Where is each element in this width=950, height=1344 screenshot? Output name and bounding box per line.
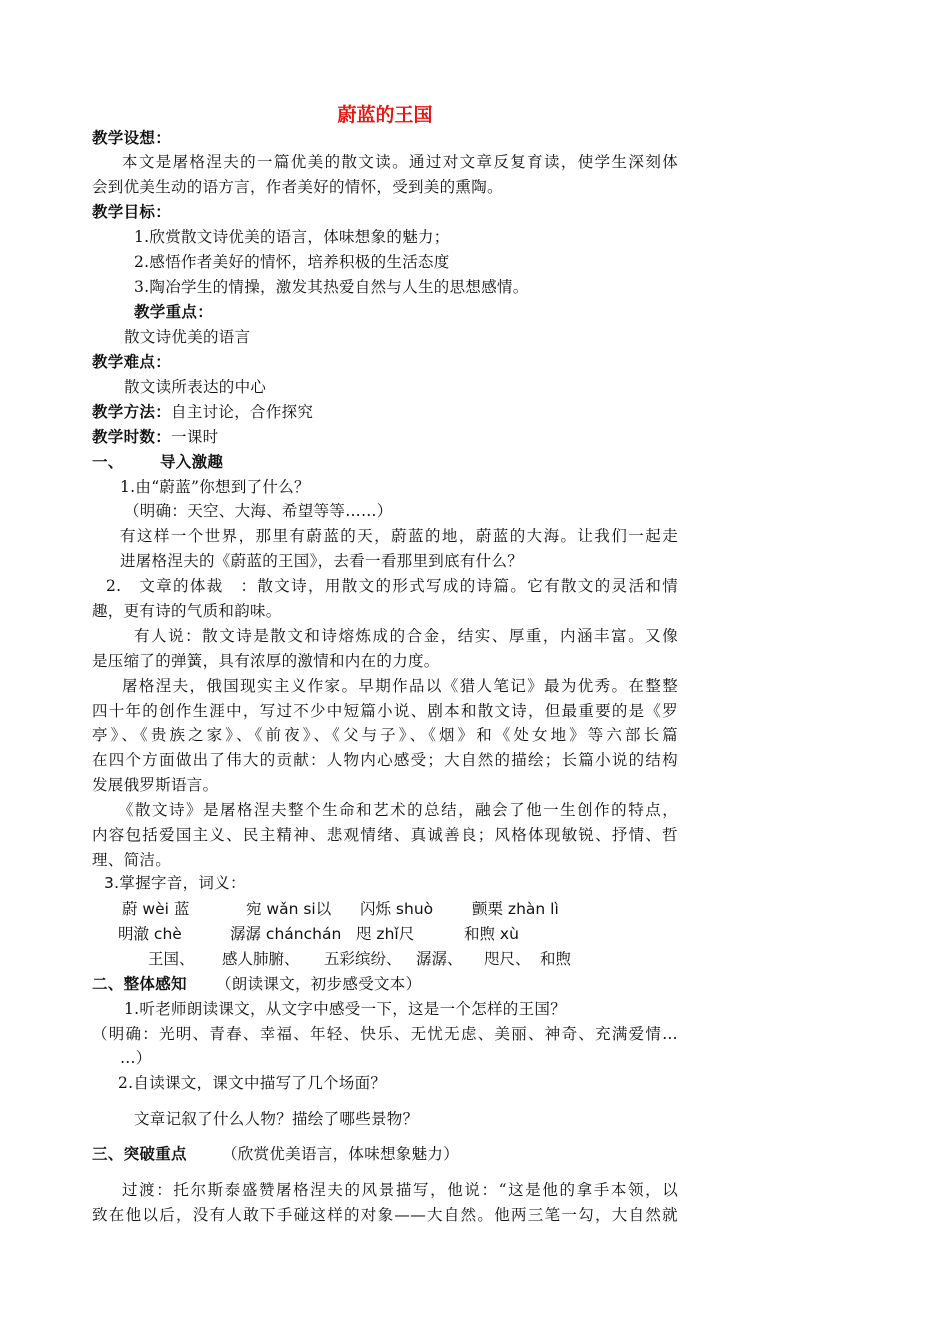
word-item: 咫尺、 bbox=[484, 950, 531, 968]
pron-item: 和煦 xù bbox=[464, 925, 519, 943]
section1-saying-line-1: 有人说：散文诗是散文和诗熔炼成的合金，结实、厚重，内涵丰富。又像 bbox=[134, 627, 678, 645]
difficulty-text: 散文读所表达的中心 bbox=[124, 378, 267, 396]
word-item: 感人肺腑、 bbox=[222, 950, 300, 968]
word-item: 潺潺、 bbox=[416, 950, 463, 968]
pron-item: 宛 wǎn si以 bbox=[246, 900, 332, 918]
prose-line-3: 理、简洁。 bbox=[92, 851, 172, 869]
word-item: 王国、 bbox=[148, 950, 195, 968]
section3-heading: 三、突破重点 bbox=[92, 1145, 187, 1163]
section1-question-1: 1.由“蔚蓝”你想到了什么？ bbox=[120, 478, 310, 496]
author-line-2: 四十年的创作生涯中，写过不少中短篇小说、剧本和散文诗，但最重要的是《罗 bbox=[92, 702, 678, 720]
section2-question-3: 文章记叙了什么人物？描绘了哪些景物？ bbox=[134, 1110, 419, 1128]
focus-heading: 教学重点： bbox=[134, 303, 214, 321]
goal-item-1: 1.欣赏散文诗优美的语言，体味想象的魅力； bbox=[134, 228, 450, 246]
pron-item: 颤栗 zhàn lì bbox=[472, 900, 559, 918]
section1-intro-line-2: 进屠格涅夫的《蔚蓝的王国》，去看一看那里到底有什么？ bbox=[120, 552, 524, 570]
section1-saying-line-2: 是压缩了的弹簧，具有浓厚的激情和内在的力度。 bbox=[92, 652, 440, 670]
section1-number: 一、 bbox=[92, 453, 124, 471]
design-line-2: 会到优美生动的语方言，作者美好的情怀，受到美的熏陶。 bbox=[92, 178, 503, 196]
hours-heading: 教学时数： bbox=[92, 428, 172, 446]
word-item: 五彩缤纷、 bbox=[324, 950, 402, 968]
prose-line-1: 《散文诗》是屠格涅夫整个生命和艺术的总结，融会了他一生创作的特点， bbox=[118, 801, 678, 819]
vocab-heading: 3.掌握字音，词义： bbox=[104, 874, 246, 892]
author-line-3: 亭》、《贵族之家》、《前夜》、《父与子》、《烟》和《处女地》等六部长篇 bbox=[92, 726, 678, 744]
section2-question-2: 2.自读课文，课文中描写了几个场面？ bbox=[118, 1074, 387, 1092]
design-heading: 教学设想： bbox=[92, 129, 172, 147]
pron-item: 咫 zhǐ尺 bbox=[356, 925, 415, 943]
author-line-4: 在四个方面做出了伟大的贡献：人物内心感受；大自然的描绘；长篇小说的结构 bbox=[92, 751, 678, 769]
document-title: 蔚蓝的王国 bbox=[337, 104, 433, 126]
method-heading: 教学方法： bbox=[92, 403, 172, 421]
difficulty-heading: 教学难点： bbox=[92, 353, 172, 371]
section3-line-1: 过渡：托尔斯泰盛赞屠格涅夫的风景描写，他说：“这是他的拿手本领，以 bbox=[122, 1181, 678, 1199]
goal-item-3: 3.陶冶学生的情操，激发其热爱自然与人生的思想感情。 bbox=[134, 278, 529, 296]
section3-note: （欣赏优美语言，体味想象魅力） bbox=[222, 1145, 460, 1163]
pron-item: 潺潺 chánchán bbox=[230, 925, 342, 943]
pron-item: 明澈 chè bbox=[118, 925, 182, 943]
method-line bbox=[92, 402, 313, 422]
section1-answer-1: （明确：天空、大海、希望等等……） bbox=[124, 502, 393, 520]
goal-item-2: 2.感悟作者美好的情怀，培养积极的生活态度 bbox=[134, 253, 450, 271]
focus-text: 散文诗优美的语言 bbox=[124, 328, 251, 346]
author-line-5: 发展俄罗斯语言。 bbox=[92, 776, 219, 794]
section1-heading: 导入激趣 bbox=[160, 453, 224, 471]
section3-line-2: 致在他以后，没有人敢下手碰这样的对象——大自然。他两三笔一勾，大自然就 bbox=[92, 1206, 678, 1224]
section2-question-1: 1.听老师朗读课文，从文字中感受一下，这是一个怎样的王国？ bbox=[124, 1000, 566, 1018]
pron-item: 蔚 wèi 蓝 bbox=[122, 900, 190, 918]
pron-item: 闪烁 shuò bbox=[360, 900, 434, 918]
hours-text: 一课时 bbox=[171, 428, 219, 446]
section2-answer-line-1: （明确：光明、青春、幸福、年轻、快乐、无忧无虑、美丽、神奇、充满爱情… bbox=[92, 1025, 678, 1043]
word-item: 和煦 bbox=[540, 950, 572, 968]
prose-line-2: 内容包括爱国主义、民主精神、悲观情绪、真诚善良；风格体现敏锐、抒情、哲 bbox=[92, 826, 678, 844]
section2-heading: 二、整体感知 bbox=[92, 975, 187, 993]
section1-genre-line-1: 2. 文章的体裁 ：散文诗，用散文的形式写成的诗篇。它有散文的灵活和情 bbox=[106, 577, 678, 595]
hours-line bbox=[92, 427, 218, 447]
author-line-1: 屠格涅夫，俄国现实主义作家。早期作品以《猎人笔记》最为优秀。在整整 bbox=[122, 677, 678, 695]
section2-answer-line-2: …） bbox=[120, 1049, 152, 1067]
section1-genre-line-2: 趣，更有诗的气质和韵味。 bbox=[92, 602, 282, 620]
design-line-1: 本文是屠格涅夫的一篇优美的散文读。通过对文章反复育读，使学生深刻体 bbox=[122, 153, 678, 171]
goals-heading: 教学目标： bbox=[92, 203, 172, 221]
method-text: 自主讨论，合作探究 bbox=[171, 403, 314, 421]
section1-intro-line-1: 有这样一个世界，那里有蔚蓝的天，蔚蓝的地，蔚蓝的大海。让我们一起走 bbox=[120, 527, 678, 545]
section2-note: （朗读课文，初步感受文本） bbox=[216, 975, 422, 993]
